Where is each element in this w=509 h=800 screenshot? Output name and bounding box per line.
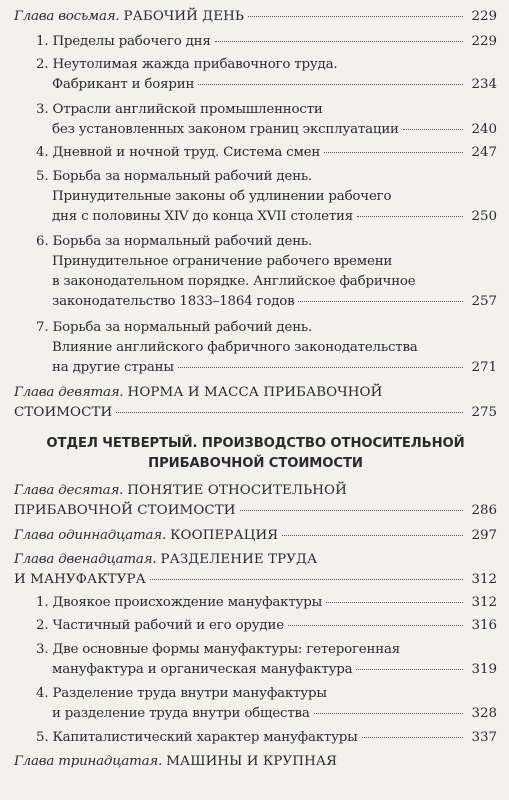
subsection-title-cont: дня с половины XIV до конца XVII столетия (52, 209, 354, 224)
section-heading (14, 434, 497, 474)
page-number: 240 (471, 122, 497, 137)
section-heading-line: ПРИБАВОЧНОЙ СТОИМОСТИ (148, 456, 363, 471)
subsection-number: 4. (36, 686, 49, 701)
dot-leader (282, 535, 463, 536)
subsection-title: Отрасли английской промышленности (52, 102, 323, 117)
toc-subsection-entry (36, 616, 467, 636)
page-number: 229 (471, 9, 497, 24)
dot-leader (357, 216, 463, 217)
subsection-number: 3. (36, 642, 49, 657)
chapter-title: МАШИНЫ И КРУПНАЯ (166, 754, 338, 769)
page-number: 297 (471, 528, 497, 543)
subsection-title: Борьба за нормальный рабочий день. (52, 234, 313, 249)
subsection-number: 5. (36, 169, 49, 184)
dot-leader (150, 579, 463, 580)
subsection-title: Борьба за нормальный рабочий день. (52, 320, 313, 335)
page-number: 257 (471, 294, 497, 309)
dot-leader (298, 301, 463, 302)
chapter-title: ПОНЯТИЕ ОТНОСИТЕЛЬНОЙ (127, 483, 347, 498)
page-number: 271 (471, 360, 497, 375)
page-number: 286 (471, 503, 497, 518)
subsection-title: Капиталистический характер мануфактуры (52, 730, 358, 745)
subsection-title-cont: Принудительное ограничение рабочего времени (52, 254, 393, 269)
page-number: 247 (471, 145, 497, 160)
subsection-title-cont: в законодательном порядке. Английское фабричное (52, 274, 416, 289)
subsection-title-cont: и разделение труда внутри общества (52, 706, 310, 721)
subsection-title-cont: на другие страны (52, 360, 174, 375)
dot-leader (324, 152, 463, 153)
toc-subsection-entry (36, 32, 467, 52)
subsection-title-cont: Влияние английского фабричного законодательства (52, 340, 418, 355)
chapter-title: НОРМА И МАССА ПРИБАВОЧНОЙ (127, 385, 383, 400)
chapter-label: Глава девятая. (14, 385, 124, 400)
toc-subsection-entry (36, 728, 467, 748)
toc-subsection-entry (36, 55, 467, 95)
toc-chapter-entry (14, 752, 467, 772)
dot-leader (215, 41, 463, 42)
subsection-number: 2. (36, 57, 49, 72)
page-number: 337 (471, 730, 497, 745)
subsection-title: Неутолимая жажда прибавочного труда. (52, 57, 338, 72)
toc-subsection-entry (36, 593, 467, 613)
subsection-title-cont: мануфактура и органическая мануфактура (52, 662, 353, 677)
section-heading-line: ОТДЕЛ ЧЕТВЕРТЫЙ. ПРОИЗВОДСТВО ОТНОСИТЕЛЬНОЙ (46, 436, 465, 451)
page-number: 316 (471, 618, 497, 633)
subsection-number: 2. (36, 618, 49, 633)
page-number: 312 (471, 572, 497, 587)
subsection-title: Пределы рабочего дня (52, 34, 211, 49)
subsection-number: 7. (36, 320, 49, 335)
chapter-label: Глава одиннадцатая. (14, 528, 167, 543)
subsection-title: Частичный рабочий и его орудие (52, 618, 284, 633)
dot-leader (356, 669, 463, 670)
chapter-title-cont: И МАНУФАКТУРА (14, 572, 146, 587)
page-number: 328 (471, 706, 497, 721)
chapter-title: РАЗДЕЛЕНИЕ ТРУДА (160, 552, 318, 567)
page-number: 319 (471, 662, 497, 677)
subsection-number: 5. (36, 730, 49, 745)
dot-leader (198, 84, 463, 85)
dot-leader (403, 129, 463, 130)
subsection-title-cont: законодательство 1833–1864 годов (52, 294, 295, 309)
dot-leader (314, 713, 463, 714)
page-number: 234 (471, 77, 497, 92)
chapter-title: РАБОЧИЙ ДЕНЬ (123, 9, 245, 24)
subsection-title: Разделение труда внутри мануфактуры (52, 686, 327, 701)
chapter-label: Глава тринадцатая. (14, 754, 163, 769)
page-number: 312 (471, 595, 497, 610)
subsection-number: 1. (36, 34, 49, 49)
toc-subsection-entry (36, 640, 467, 680)
subsection-number: 4. (36, 145, 49, 160)
subsection-title: Двоякое происхождение мануфактуры (52, 595, 323, 610)
chapter-title: КООПЕРАЦИЯ (170, 528, 279, 543)
dot-leader (248, 16, 463, 17)
toc-chapter-entry (14, 481, 467, 521)
toc-subsection-entry (36, 143, 467, 163)
dot-leader (326, 602, 463, 603)
subsection-number: 3. (36, 102, 49, 117)
dot-leader (116, 412, 463, 413)
subsection-number: 6. (36, 234, 49, 249)
toc-subsection-entry (36, 232, 467, 312)
page-number: 229 (471, 34, 497, 49)
chapter-title-cont: ПРИБАВОЧНОЙ СТОИМОСТИ (14, 503, 236, 518)
dot-leader (288, 625, 463, 626)
toc-chapter-entry (14, 7, 467, 27)
subsection-title: Борьба за нормальный рабочий день. (52, 169, 313, 184)
chapter-label: Глава десятая. (14, 483, 124, 498)
chapter-label: Глава восьмая. (14, 9, 120, 24)
page-number: 275 (471, 405, 497, 420)
subsection-title: Дневной и ночной труд. Система смен (52, 145, 321, 160)
chapter-title-cont: СТОИМОСТИ (14, 405, 113, 420)
toc-subsection-entry (36, 318, 467, 378)
toc-subsection-entry (36, 684, 467, 724)
chapter-label: Глава двенадцатая. (14, 552, 157, 567)
subsection-title-cont: Принудительные законы об удлинении рабочего (52, 189, 392, 204)
dot-leader (178, 367, 463, 368)
subsection-title-cont: Фабрикант и боярин (52, 77, 195, 92)
subsection-title: Две основные формы мануфактуры: гетерогенная (52, 642, 401, 657)
toc-chapter-entry (14, 526, 467, 546)
page-number: 250 (471, 209, 497, 224)
toc-subsection-entry (36, 100, 467, 140)
subsection-number: 1. (36, 595, 49, 610)
toc-chapter-entry (14, 550, 467, 590)
dot-leader (240, 510, 463, 511)
toc-subsection-entry (36, 167, 467, 227)
dot-leader (362, 737, 463, 738)
subsection-title-cont: без установленных законом границ эксплуатации (52, 122, 399, 137)
toc-chapter-entry (14, 383, 467, 423)
